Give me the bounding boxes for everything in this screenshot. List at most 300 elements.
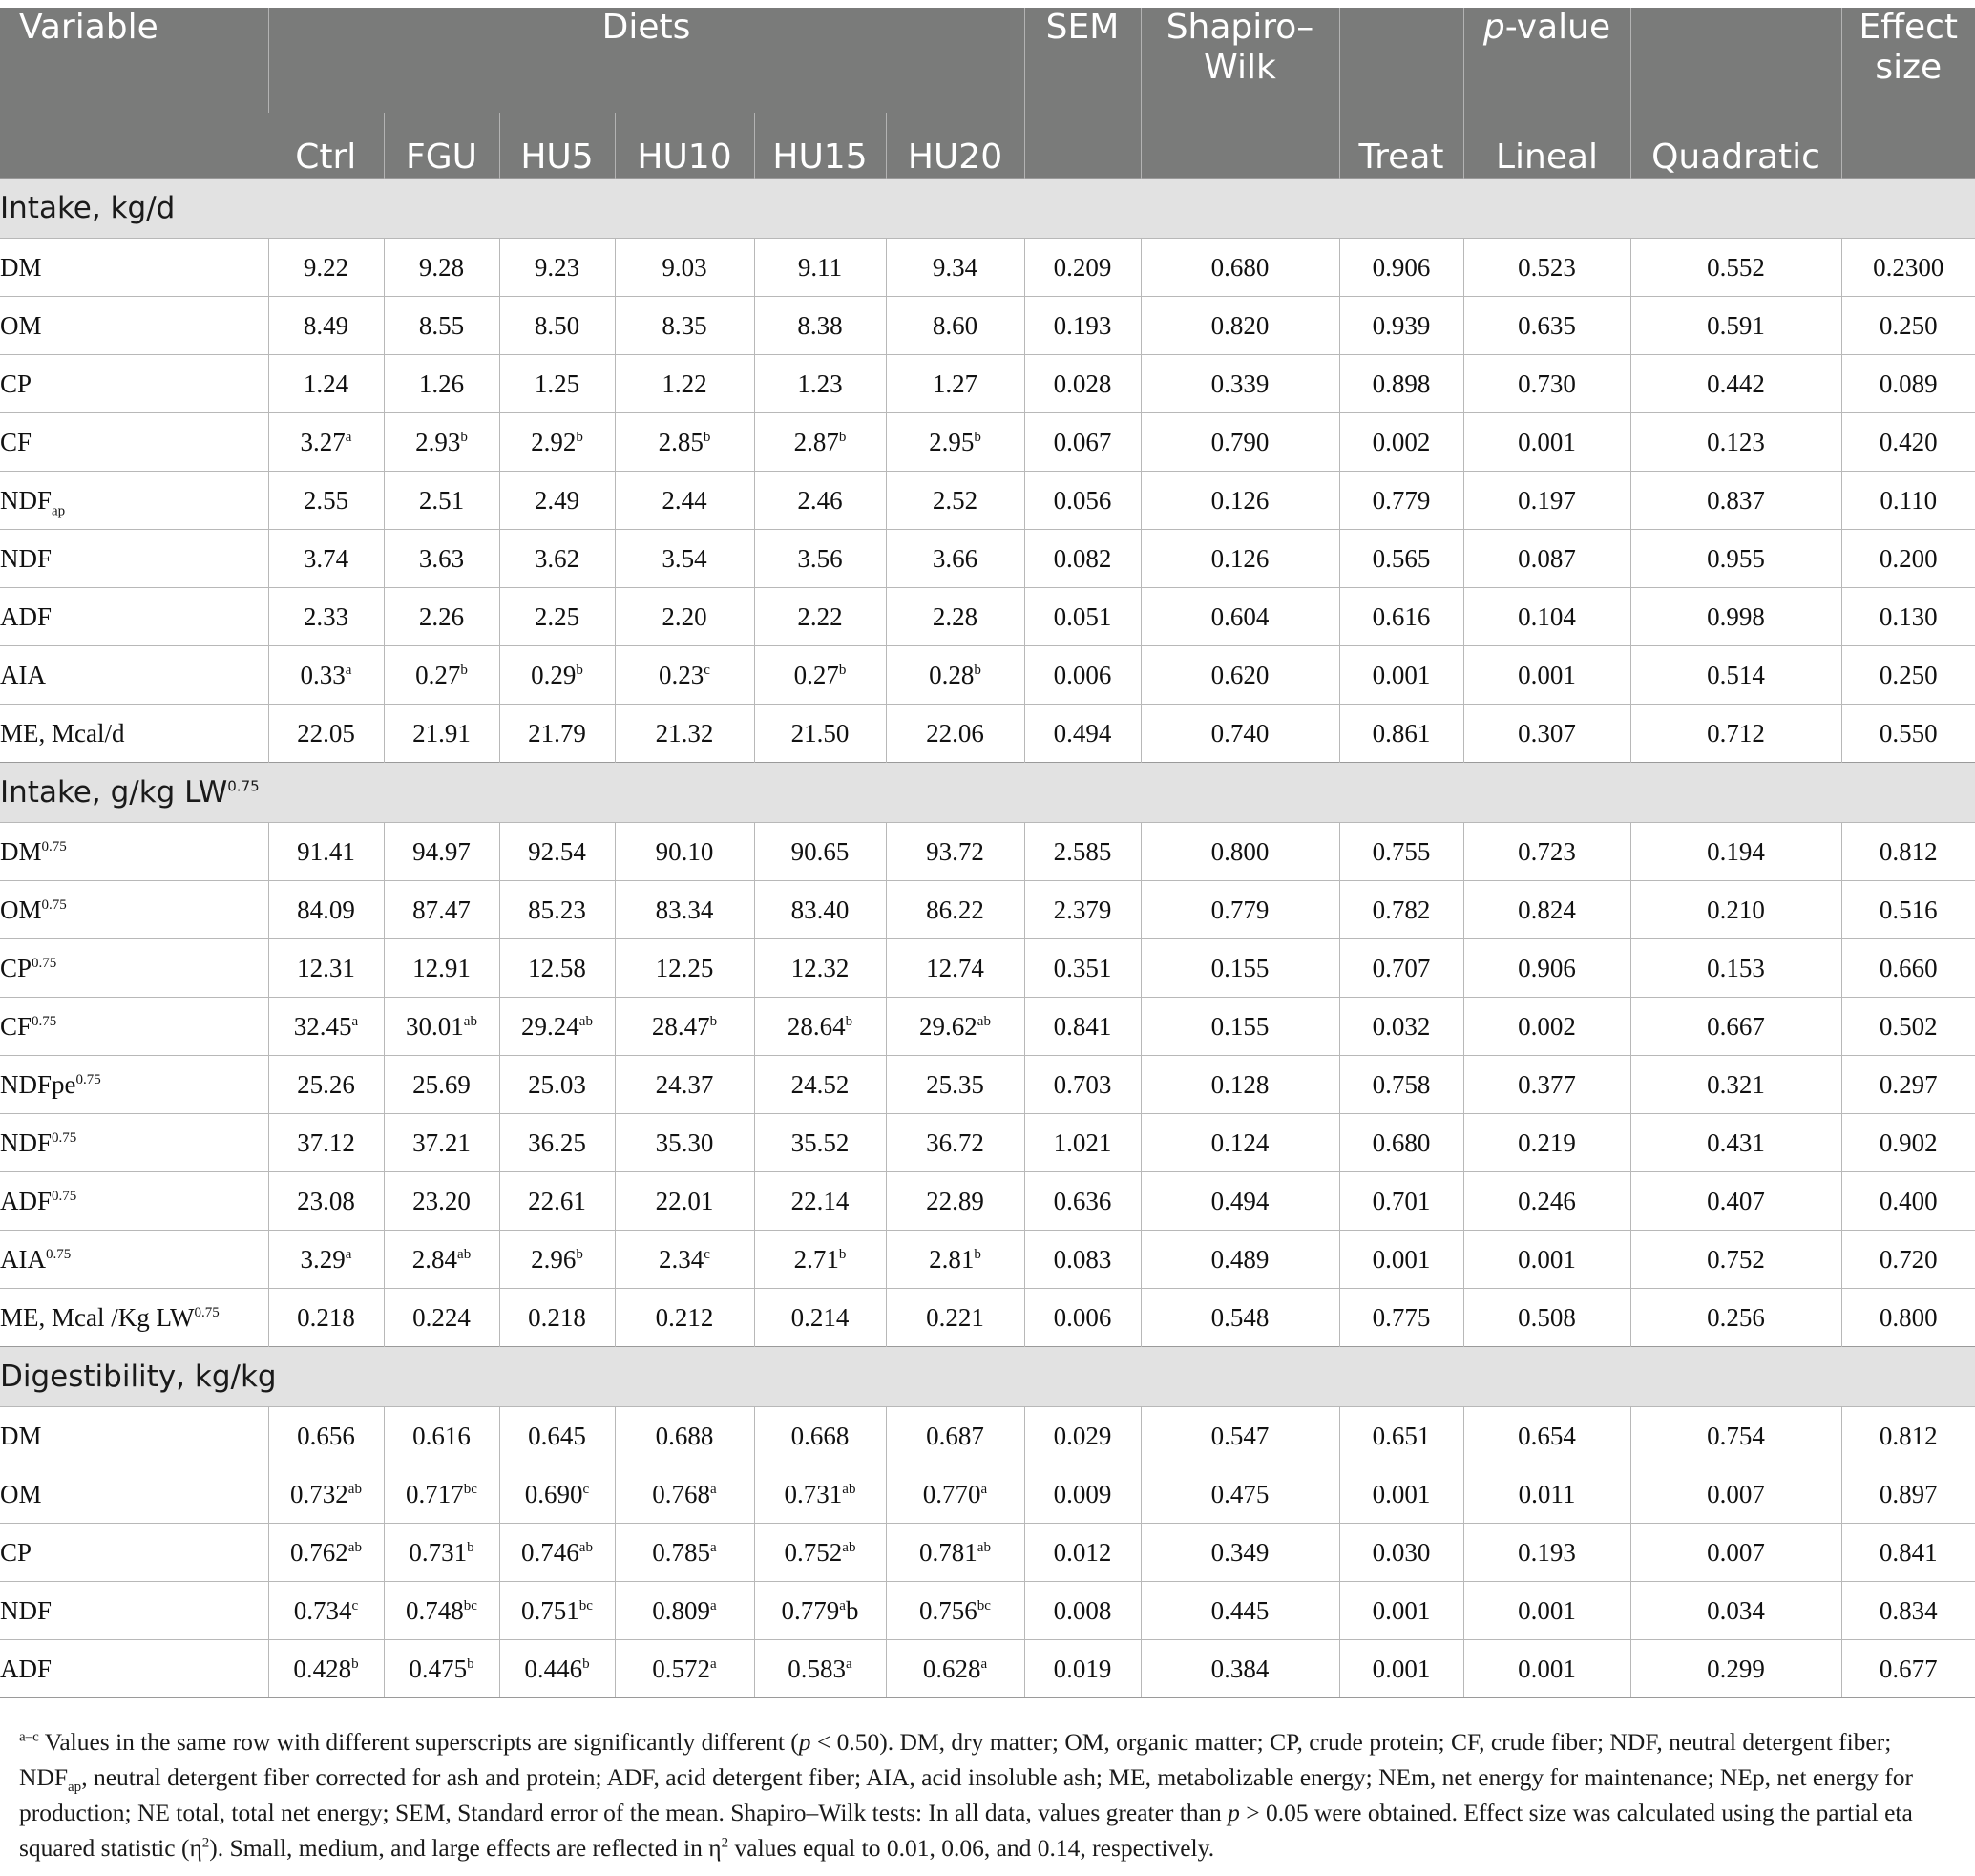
row-label-text: NDFpe — [0, 1069, 76, 1099]
table-cell — [384, 1407, 499, 1465]
cell-value: 0.841 — [1053, 1011, 1112, 1041]
cell-value: 0.861 — [1372, 718, 1431, 748]
cell-value: 0.616 — [412, 1421, 471, 1450]
table-cell — [886, 939, 1024, 998]
section-title-sup: 0.75 — [227, 777, 260, 795]
row-label-text: NDF — [0, 543, 53, 573]
cell-value: 83.40 — [790, 895, 850, 924]
table-cell — [886, 1407, 1024, 1465]
cell-value: 0.746 — [521, 1537, 579, 1567]
cell-value: 0.762 — [290, 1537, 348, 1567]
cell-value: 0.008 — [1053, 1595, 1112, 1625]
row-label-sup: 0.75 — [41, 838, 67, 854]
cell-value: 0.001 — [1518, 660, 1576, 689]
table-cell — [1339, 998, 1463, 1056]
table-cell — [499, 1289, 615, 1347]
table-cell — [615, 939, 754, 998]
row-label — [0, 1582, 268, 1640]
table-cell — [1141, 1056, 1339, 1114]
table-cell — [268, 1465, 384, 1524]
table-cell — [1339, 588, 1463, 646]
table-cell — [754, 1465, 886, 1524]
cell-value: 0.677 — [1879, 1654, 1938, 1683]
cell-value: 0.494 — [1053, 718, 1112, 748]
table-cell — [384, 239, 499, 297]
cell-superscript: a — [710, 1655, 717, 1672]
cell-superscript: c — [582, 1481, 590, 1497]
cell-value: 0.516 — [1879, 895, 1938, 924]
table-cell — [1630, 998, 1841, 1056]
cell-value: 8.60 — [932, 310, 978, 340]
cell-value: 36.72 — [926, 1128, 984, 1157]
cell-value: 0.089 — [1879, 369, 1938, 398]
table-body — [0, 179, 1975, 1698]
table-cell — [1024, 239, 1141, 297]
table-cell — [384, 1056, 499, 1114]
table-cell — [1841, 1407, 1975, 1465]
table-cell — [384, 1465, 499, 1524]
cell-value: 0.690 — [524, 1479, 583, 1508]
cell-value: 2.55 — [303, 485, 349, 515]
table-cell — [1463, 1289, 1630, 1347]
table-cell — [1024, 1289, 1141, 1347]
row-label-text: DM — [0, 252, 42, 282]
table-cell — [268, 1172, 384, 1231]
cell-value: 22.01 — [655, 1186, 714, 1215]
cell-value: 0.051 — [1053, 601, 1112, 631]
cell-value: 0.297 — [1879, 1069, 1938, 1099]
cell-superscript: b — [974, 429, 981, 445]
table-cell — [754, 1231, 886, 1289]
table-cell — [268, 1407, 384, 1465]
header-p-treat: Treat — [1339, 113, 1463, 179]
table-cell — [1841, 297, 1975, 355]
table-cell — [615, 239, 754, 297]
cell-value: 0.635 — [1518, 310, 1576, 340]
row-label-text: CP — [0, 953, 32, 982]
cell-value: 0.758 — [1372, 1069, 1431, 1099]
results-table — [0, 8, 1975, 1698]
table-cell — [1024, 705, 1141, 763]
table-cell — [499, 646, 615, 705]
row-label-text: ADF — [0, 601, 53, 631]
cell-value: 2.44 — [662, 485, 707, 515]
table-cell — [268, 355, 384, 413]
table-cell — [1024, 1231, 1141, 1289]
cell-value: 0.834 — [1879, 1595, 1938, 1625]
cell-value: 1.021 — [1053, 1128, 1112, 1157]
row-label-text: NDF — [0, 1128, 53, 1157]
row-label-text: AIA — [0, 660, 46, 689]
table-cell — [754, 705, 886, 763]
table-cell — [754, 530, 886, 588]
row-label — [0, 530, 268, 588]
cell-superscript: ab — [347, 1539, 362, 1555]
cell-value: 0.110 — [1880, 485, 1938, 515]
table-cell — [499, 239, 615, 297]
cell-value: 0.128 — [1210, 1069, 1270, 1099]
cell-value: 25.03 — [528, 1069, 586, 1099]
table-cell — [1841, 881, 1975, 939]
table-cell — [754, 1524, 886, 1582]
table-cell — [754, 239, 886, 297]
cell-value: 0.734 — [293, 1595, 352, 1625]
table-row — [0, 1524, 1975, 1582]
cell-value: 0.056 — [1053, 485, 1112, 515]
row-label-text: CF — [0, 1011, 32, 1041]
row-label — [0, 1114, 268, 1172]
table-cell — [1841, 823, 1975, 881]
cell-value: 0.224 — [412, 1302, 471, 1332]
table-cell — [499, 1407, 615, 1465]
table-cell — [1024, 1114, 1141, 1172]
cell-value: 0.604 — [1210, 601, 1270, 631]
row-label-sup: 0.75 — [32, 955, 57, 971]
cell-value: 1.24 — [303, 369, 349, 398]
table-cell — [1339, 1289, 1463, 1347]
section-title-text: Intake, kg/d — [0, 191, 176, 225]
row-label — [0, 413, 268, 472]
table-cell — [754, 413, 886, 472]
cell-value: 0.820 — [1210, 310, 1270, 340]
header-pvalue — [1463, 8, 1630, 113]
cell-value: 0.33 — [300, 660, 346, 689]
cell-superscript: ab — [578, 1013, 593, 1029]
cell-value: 0.006 — [1053, 1302, 1112, 1332]
cell-value: 37.12 — [297, 1128, 355, 1157]
table-cell — [1463, 239, 1630, 297]
cell-value: 2.26 — [418, 601, 465, 631]
cell-value: 36.25 — [528, 1128, 586, 1157]
cell-value: 0.841 — [1879, 1537, 1938, 1567]
table-cell — [615, 823, 754, 881]
cell-value: 2.25 — [534, 601, 580, 631]
cell-value: 0.636 — [1053, 1186, 1112, 1215]
cell-value: 0.194 — [1707, 836, 1765, 866]
table-cell — [886, 1114, 1024, 1172]
table-cell — [1463, 588, 1630, 646]
table-cell — [754, 939, 886, 998]
cell-value: 35.52 — [790, 1128, 850, 1157]
table-cell — [1841, 1465, 1975, 1524]
cell-value: 0.384 — [1210, 1654, 1270, 1683]
cell-superscript: bc — [463, 1597, 477, 1613]
row-label — [0, 355, 268, 413]
table-cell — [268, 1524, 384, 1582]
footnote-sup-2: 2 — [201, 1835, 210, 1851]
table-cell — [1024, 1582, 1141, 1640]
cell-value: 0.445 — [1210, 1595, 1270, 1625]
cell-value: 0.200 — [1879, 543, 1938, 573]
cell-superscript: ab — [463, 1013, 477, 1029]
table-cell — [615, 530, 754, 588]
table-cell — [1463, 1582, 1630, 1640]
cell-value: 0.494 — [1210, 1186, 1270, 1215]
cell-value: 2.49 — [534, 485, 580, 515]
cell-value: 32.45 — [293, 1011, 352, 1041]
cell-superscript: b — [576, 662, 583, 678]
cell-value: 0.730 — [1518, 369, 1576, 398]
cell-value: 0.124 — [1210, 1128, 1270, 1157]
cell-value: 0.645 — [528, 1421, 586, 1450]
table-cell — [886, 705, 1024, 763]
row-label-text: NDF — [0, 1595, 53, 1625]
cell-value: 3.74 — [303, 543, 349, 573]
table-cell — [384, 881, 499, 939]
table-cell — [1339, 239, 1463, 297]
table-cell — [1141, 1582, 1339, 1640]
table-cell — [499, 588, 615, 646]
table-cell — [1630, 1465, 1841, 1524]
table-row — [0, 881, 1975, 939]
footnote-sup: a–c — [19, 1729, 39, 1745]
cell-value: 0.475 — [409, 1654, 468, 1683]
table-cell — [886, 588, 1024, 646]
cell-value: 12.58 — [528, 953, 586, 982]
table-cell — [1141, 1465, 1339, 1524]
cell-superscript: b — [838, 662, 847, 678]
cell-value: 2.22 — [797, 601, 843, 631]
table-cell — [268, 998, 384, 1056]
cell-value: 8.35 — [662, 310, 707, 340]
cell-value: 0.523 — [1518, 252, 1576, 282]
table-cell — [615, 355, 754, 413]
table-cell — [1339, 823, 1463, 881]
cell-value: 0.407 — [1707, 1186, 1765, 1215]
cell-value: 0.002 — [1372, 427, 1431, 456]
cell-superscript: bc — [578, 1597, 593, 1613]
table-cell — [1630, 239, 1841, 297]
header-blank-left — [1339, 8, 1463, 113]
cell-value: 0.446 — [524, 1654, 583, 1683]
row-label — [0, 1231, 268, 1289]
cell-value: 0.27 — [793, 660, 839, 689]
table-cell — [886, 1289, 1024, 1347]
table-cell — [1630, 1407, 1841, 1465]
cell-value: 21.91 — [412, 718, 471, 748]
cell-value: 0.779 — [1210, 895, 1270, 924]
table-row — [0, 1114, 1975, 1172]
cell-value: 0.775 — [1372, 1302, 1431, 1332]
table-cell — [886, 1640, 1024, 1698]
table-cell — [499, 530, 615, 588]
table-cell — [1630, 1289, 1841, 1347]
cell-value: 0.29 — [531, 660, 577, 689]
table-header — [0, 8, 1975, 179]
table-cell — [499, 1582, 615, 1640]
table-cell — [1141, 530, 1339, 588]
cell-value: 21.50 — [790, 718, 850, 748]
cell-value: 0.001 — [1372, 1654, 1431, 1683]
cell-value: 2.85 — [658, 427, 704, 456]
table-cell — [1841, 413, 1975, 472]
cell-superscript: a — [710, 1597, 717, 1613]
cell-value: 0.087 — [1518, 543, 1576, 573]
cell-superscript: a — [839, 1597, 846, 1613]
table-cell — [615, 1172, 754, 1231]
cell-value: 0.001 — [1518, 1654, 1576, 1683]
table-row — [0, 413, 1975, 472]
table-cell — [754, 1640, 886, 1698]
table-row — [0, 297, 1975, 355]
cell-value: 0.193 — [1518, 1537, 1576, 1567]
cell-superscript: ab — [842, 1481, 856, 1497]
row-label-sup: 0.75 — [52, 1129, 77, 1146]
table-cell — [384, 530, 499, 588]
table-cell — [268, 1640, 384, 1698]
cell-value: 12.32 — [790, 953, 850, 982]
cell-value: 0.508 — [1518, 1302, 1576, 1332]
table-cell — [499, 1524, 615, 1582]
cell-value: 21.79 — [528, 718, 586, 748]
table-cell — [1841, 588, 1975, 646]
section-row — [0, 763, 1975, 823]
table-cell — [615, 998, 754, 1056]
table-row — [0, 998, 1975, 1056]
table-cell — [754, 297, 886, 355]
header-shapiro: Shapiro–Wilk — [1141, 8, 1339, 179]
cell-value: 0.731 — [409, 1537, 468, 1567]
table-cell — [499, 1465, 615, 1524]
cell-value: 0.214 — [790, 1302, 850, 1332]
table-cell — [1141, 823, 1339, 881]
table-cell — [268, 1582, 384, 1640]
cell-superscript: a — [846, 1655, 852, 1672]
table-cell — [1024, 1407, 1141, 1465]
table-cell — [1841, 1582, 1975, 1640]
cell-value: 0.218 — [297, 1302, 355, 1332]
table-cell — [1630, 881, 1841, 939]
cell-superscript: b — [838, 1246, 847, 1262]
row-label-text: ME, Mcal /Kg LW — [0, 1302, 195, 1332]
row-label — [0, 588, 268, 646]
table-cell — [886, 472, 1024, 530]
cell-value: 0.009 — [1053, 1479, 1112, 1508]
table-cell — [1463, 646, 1630, 705]
table-cell — [384, 1640, 499, 1698]
cell-value: 0.707 — [1372, 953, 1431, 982]
cell-value: 8.38 — [797, 310, 843, 340]
cell-value: 0.897 — [1879, 1479, 1938, 1508]
row-label-text: AIA — [0, 1244, 46, 1274]
row-label-text: DM — [0, 836, 42, 866]
header-diet-ctrl: Ctrl — [268, 113, 384, 179]
table-cell — [1141, 1407, 1339, 1465]
cell-value: 0.656 — [297, 1421, 355, 1450]
cell-value: 0.752 — [1707, 1244, 1765, 1274]
table-cell — [1841, 239, 1975, 297]
cell-value: 3.29 — [300, 1244, 346, 1274]
table-cell — [754, 355, 886, 413]
table-cell — [1024, 998, 1141, 1056]
row-label-text: ME, Mcal/d — [0, 718, 125, 748]
table-cell — [1630, 530, 1841, 588]
cell-value: 0.701 — [1372, 1186, 1431, 1215]
cell-value: 0.668 — [790, 1421, 850, 1450]
cell-value: 8.55 — [418, 310, 465, 340]
cell-value: 0.126 — [1210, 543, 1270, 573]
cell-value: 22.14 — [790, 1186, 850, 1215]
table-cell — [1339, 705, 1463, 763]
cell-value: 29.24 — [521, 1011, 579, 1041]
cell-value: 0.001 — [1372, 1244, 1431, 1274]
table-cell — [615, 472, 754, 530]
table-cell — [1141, 355, 1339, 413]
cell-value: 0.781 — [919, 1537, 977, 1567]
cell-value: 3.27 — [300, 427, 346, 456]
table-cell — [1463, 998, 1630, 1056]
cell-value: 9.34 — [932, 252, 978, 282]
cell-superscript: b — [467, 1539, 474, 1555]
header-variable: Variable — [0, 8, 268, 179]
table-cell — [1463, 1114, 1630, 1172]
cell-value: 22.06 — [926, 718, 984, 748]
cell-value: 0.998 — [1707, 601, 1765, 631]
cell-value: 93.72 — [926, 836, 984, 866]
table-cell — [1630, 1114, 1841, 1172]
table-cell — [1141, 705, 1339, 763]
cell-value: 8.50 — [534, 310, 580, 340]
footnote-text-4: > 0.05 were obtained. Effect size was calculated using the partial eta squared statistic (η — [19, 1799, 1913, 1862]
table-cell — [1141, 998, 1339, 1056]
table-cell — [499, 1231, 615, 1289]
cell-value: 0.2300 — [1873, 252, 1944, 282]
table-cell — [1024, 1524, 1141, 1582]
cell-value: 0.782 — [1372, 895, 1431, 924]
cell-value: 0.001 — [1372, 1479, 1431, 1508]
table-cell — [615, 1114, 754, 1172]
table-cell — [1339, 1407, 1463, 1465]
table-cell — [1141, 588, 1339, 646]
cell-value: 35.30 — [655, 1128, 714, 1157]
table-cell — [1024, 1172, 1141, 1231]
table-cell — [499, 823, 615, 881]
cell-value: 0.548 — [1210, 1302, 1270, 1332]
table-cell — [1630, 646, 1841, 705]
table-row — [0, 239, 1975, 297]
table-cell — [615, 1056, 754, 1114]
table-cell — [886, 881, 1024, 939]
cell-value: 0.712 — [1707, 718, 1765, 748]
cell-superscript: a — [351, 1013, 359, 1029]
table-cell — [1339, 1114, 1463, 1172]
header-p-quadratic: Quadratic — [1630, 113, 1841, 179]
cell-value: 0.256 — [1707, 1302, 1765, 1332]
cell-value: 0.660 — [1879, 953, 1938, 982]
cell-value: 0.126 — [1210, 485, 1270, 515]
cell-value: 2.52 — [932, 485, 978, 515]
footnote-sub: ap — [68, 1780, 82, 1796]
table-cell — [754, 472, 886, 530]
cell-superscript: ab — [578, 1539, 593, 1555]
cell-value: 0.748 — [406, 1595, 464, 1625]
table-cell — [1841, 646, 1975, 705]
table-cell — [1141, 413, 1339, 472]
cell-value: 2.71 — [793, 1244, 839, 1274]
cell-value: 0.906 — [1518, 953, 1576, 982]
table-cell — [615, 413, 754, 472]
cell-value: 0.616 — [1372, 601, 1431, 631]
table-cell — [754, 646, 886, 705]
cell-superscript: c — [704, 662, 710, 678]
cell-superscript: b — [974, 1246, 981, 1262]
row-label — [0, 881, 268, 939]
table-cell — [1463, 413, 1630, 472]
cell-value: 22.05 — [297, 718, 355, 748]
cell-value: 9.03 — [662, 252, 707, 282]
cell-value: 1.25 — [534, 369, 580, 398]
header-diets: Diets — [268, 8, 1024, 113]
